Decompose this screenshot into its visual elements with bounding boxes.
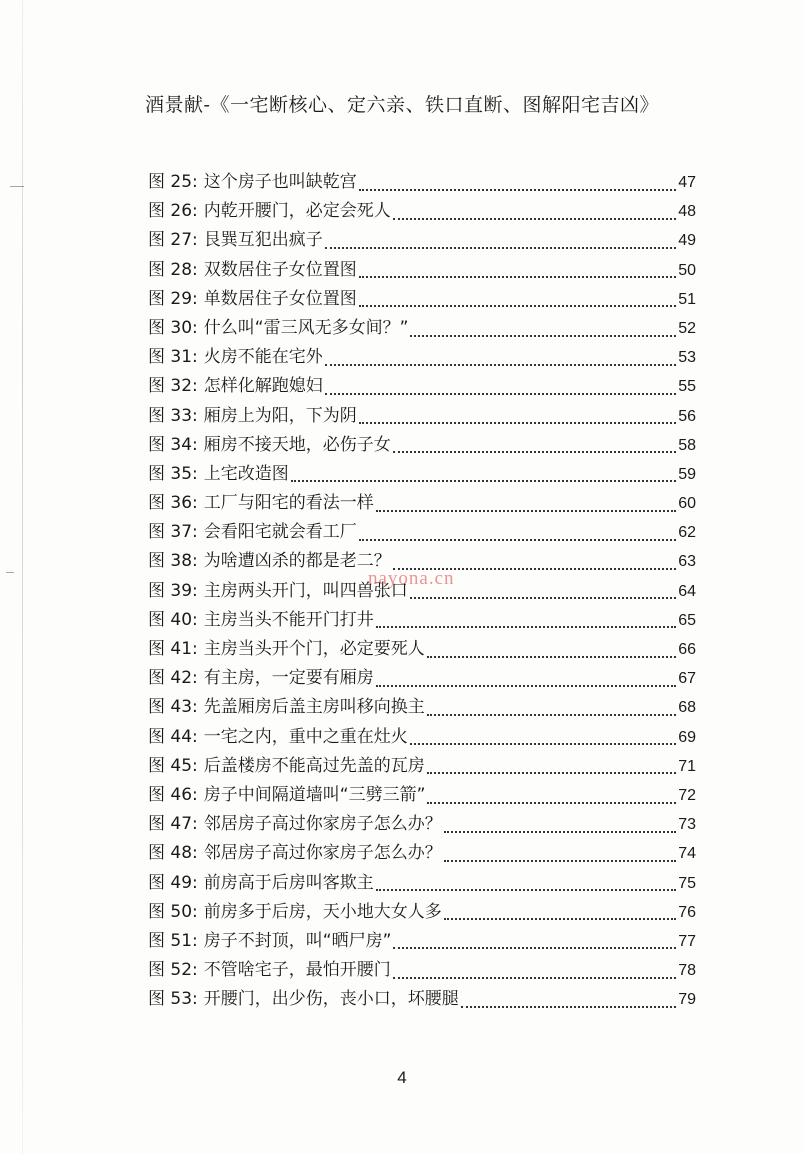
toc-entry-title: 主房当头开个门，必定要死人 bbox=[203, 639, 425, 659]
toc-entry-page: 67 bbox=[678, 670, 696, 688]
toc-entry-title: 会看阳宅就会看工厂 bbox=[203, 522, 357, 543]
toc-entry-title: 单数居住子女位置图 bbox=[203, 288, 357, 309]
toc-entry-page: 47 bbox=[678, 174, 696, 191]
toc-entry-page: 62 bbox=[678, 524, 696, 542]
toc-entry-title: 上宅改造图 bbox=[203, 463, 289, 484]
toc-entry-label: 图 46: bbox=[148, 784, 198, 805]
toc-entry-label: 图 30: bbox=[148, 317, 198, 338]
toc-entry[interactable] bbox=[148, 431, 696, 460]
toc-leader-dots bbox=[410, 597, 676, 599]
toc-entry[interactable] bbox=[148, 372, 696, 401]
toc-leader-dots bbox=[393, 218, 676, 220]
toc-entry-title: 艮巽互犯出疯子 bbox=[203, 230, 323, 251]
toc-entry-page: 50 bbox=[678, 261, 696, 279]
toc-entry-label: 图 33: bbox=[148, 405, 198, 426]
toc-leader-dots bbox=[359, 539, 676, 541]
toc-leader-dots bbox=[325, 364, 676, 366]
toc-entry-label: 图 37: bbox=[148, 522, 198, 543]
toc-entry-label: 图 44: bbox=[148, 726, 198, 747]
toc-entry-page: 71 bbox=[678, 757, 696, 775]
toc-entry-label: 图 52: bbox=[148, 960, 198, 981]
watermark: nayona.cn bbox=[368, 568, 455, 589]
toc-entry-title: 开腰门，出少伤，丧小口，坏腰腿 bbox=[203, 989, 459, 1010]
toc-entry-label: 图 50: bbox=[148, 901, 198, 922]
page-header: 酒景献-《一宅断核心、定六亲、铁口直断、图解阳宅吉凶》 bbox=[145, 94, 659, 116]
toc-entry-page: 75 bbox=[678, 874, 696, 892]
toc-entry-title: 内乾开腰门，必定会死人 bbox=[203, 201, 391, 222]
toc-entry-page: 53 bbox=[678, 349, 696, 367]
toc-entry[interactable] bbox=[148, 489, 696, 518]
toc-leader-dots bbox=[444, 860, 676, 862]
toc-entry[interactable] bbox=[148, 693, 696, 722]
toc-entry[interactable] bbox=[148, 956, 696, 985]
page-number: 4 bbox=[397, 1068, 407, 1087]
toc-entry-page: 79 bbox=[678, 991, 696, 1009]
toc-entry-label: 图 53: bbox=[148, 989, 198, 1010]
toc-entry-label: 图 26: bbox=[148, 201, 198, 222]
toc-entry-title: 不管啥宅子，最怕开腰门 bbox=[203, 960, 391, 981]
toc-entry[interactable] bbox=[148, 810, 696, 839]
toc-entry-title: 为啥遭凶杀的都是老二？ bbox=[203, 551, 391, 572]
toc-entry-page: 48 bbox=[678, 203, 696, 221]
scan-mark bbox=[10, 186, 24, 187]
toc-leader-dots bbox=[427, 656, 676, 658]
toc-entry[interactable] bbox=[148, 635, 696, 664]
toc-leader-dots bbox=[376, 889, 676, 891]
toc-entry-page: 68 bbox=[678, 699, 696, 717]
toc-entry-label: 图 38: bbox=[148, 551, 198, 572]
toc-entry-page: 51 bbox=[678, 290, 696, 308]
toc-leader-dots bbox=[359, 422, 676, 424]
toc-entry-title: 什么叫“雷三风无多女间？” bbox=[203, 317, 409, 338]
toc-leader-dots bbox=[393, 451, 676, 453]
toc-entry-page: 58 bbox=[678, 436, 696, 454]
toc-entry[interactable] bbox=[148, 256, 696, 285]
toc-entry[interactable] bbox=[148, 197, 696, 226]
toc-entry[interactable] bbox=[148, 752, 696, 781]
toc-entry-label: 图 45: bbox=[148, 755, 198, 776]
toc-entry-page: 74 bbox=[678, 845, 696, 863]
toc-leader-dots bbox=[427, 802, 676, 804]
toc-entry-label: 图 47: bbox=[148, 814, 198, 835]
toc-entry-page: 72 bbox=[678, 786, 696, 804]
toc-entry-label: 图 29: bbox=[148, 288, 198, 309]
toc-leader-dots bbox=[444, 918, 676, 920]
toc-entry-title: 前房高于后房叫客欺主 bbox=[203, 872, 374, 893]
toc-entry-label: 图 32: bbox=[148, 376, 198, 397]
toc-entry-page: 63 bbox=[678, 553, 696, 571]
toc-entry-label: 图 42: bbox=[148, 668, 198, 689]
toc-entry-label: 图 28: bbox=[148, 259, 198, 280]
toc-leader-dots bbox=[427, 772, 676, 774]
toc-entry[interactable] bbox=[148, 985, 696, 1014]
toc-leader-dots bbox=[359, 189, 676, 191]
toc-entry-label: 图 49: bbox=[148, 872, 198, 893]
toc-leader-dots bbox=[359, 305, 676, 307]
toc-entry-label: 图 39: bbox=[148, 580, 198, 601]
toc-entry-page: 77 bbox=[678, 932, 696, 950]
toc-leader-dots bbox=[393, 947, 676, 949]
toc-leader-dots bbox=[376, 685, 676, 687]
toc-entry-title: 主房两头开门，叫四兽张口 bbox=[203, 580, 408, 601]
table-of-contents bbox=[148, 168, 696, 1014]
toc-entry-label: 图 25: bbox=[148, 172, 198, 192]
toc-entry-page: 78 bbox=[678, 962, 696, 980]
toc-entry-label: 图 41: bbox=[148, 639, 198, 659]
toc-entry-page: 69 bbox=[678, 728, 696, 746]
toc-entry[interactable] bbox=[148, 927, 696, 956]
toc-entry[interactable] bbox=[148, 839, 696, 868]
toc-entry[interactable] bbox=[148, 664, 696, 693]
toc-entry-label: 图 27: bbox=[148, 230, 198, 251]
toc-entry-page: 55 bbox=[678, 378, 696, 396]
toc-entry-label: 图 35: bbox=[148, 463, 198, 484]
toc-leader-dots bbox=[325, 393, 676, 395]
toc-entry-title: 邻居房子高过你家房子怎么办？ bbox=[203, 814, 442, 835]
toc-entry[interactable] bbox=[148, 460, 696, 489]
toc-entry-title: 这个房子也叫缺乾宫 bbox=[203, 172, 357, 192]
toc-entry-title: 后盖楼房不能高过先盖的瓦房 bbox=[203, 755, 425, 776]
toc-entry-label: 图 43: bbox=[148, 697, 198, 718]
toc-leader-dots bbox=[410, 743, 676, 745]
toc-entry-label: 图 40: bbox=[148, 609, 198, 630]
toc-entry-title: 房子不封顶，叫“晒尸房” bbox=[203, 930, 392, 951]
toc-entry-title: 怎样化解跑媳妇 bbox=[203, 376, 323, 397]
toc-entry-page: 60 bbox=[678, 495, 696, 513]
toc-entry-page: 65 bbox=[678, 611, 696, 629]
toc-entry-page: 76 bbox=[678, 903, 696, 921]
toc-entry-title: 房子中间隔道墙叫“三劈三箭” bbox=[203, 784, 426, 805]
toc-entry[interactable] bbox=[148, 606, 696, 635]
scan-mark bbox=[6, 572, 14, 573]
toc-entry-page: 73 bbox=[678, 816, 696, 834]
toc-entry-title: 有主房，一定要有厢房 bbox=[203, 668, 374, 689]
toc-entry-page: 56 bbox=[678, 407, 696, 425]
toc-leader-dots bbox=[376, 510, 676, 512]
toc-entry-title: 一宅之内，重中之重在灶火 bbox=[203, 726, 408, 747]
toc-entry-label: 图 36: bbox=[148, 493, 198, 514]
toc-entry-label: 图 34: bbox=[148, 434, 198, 455]
toc-leader-dots bbox=[325, 247, 676, 249]
toc-entry[interactable] bbox=[148, 723, 696, 752]
toc-entry[interactable] bbox=[148, 518, 696, 547]
toc-entry[interactable] bbox=[148, 168, 696, 197]
toc-entry-title: 邻居房子高过你家房子怎么办？ bbox=[203, 843, 442, 864]
toc-entry-title: 厢房上为阳，下为阴 bbox=[203, 405, 357, 426]
toc-leader-dots bbox=[376, 626, 676, 628]
toc-entry-title: 工厂与阳宅的看法一样 bbox=[203, 493, 374, 514]
toc-entry[interactable] bbox=[148, 226, 696, 255]
toc-leader-dots bbox=[393, 977, 676, 979]
toc-leader-dots bbox=[410, 335, 676, 337]
toc-entry-page: 49 bbox=[678, 232, 696, 250]
toc-entry-page: 64 bbox=[678, 582, 696, 600]
toc-entry-page: 52 bbox=[678, 319, 696, 337]
toc-leader-dots bbox=[359, 276, 676, 278]
toc-entry[interactable] bbox=[148, 314, 696, 343]
toc-entry[interactable] bbox=[148, 343, 696, 372]
toc-entry-label: 图 51: bbox=[148, 930, 198, 951]
toc-entry[interactable] bbox=[148, 402, 696, 431]
toc-entry-title: 先盖厢房后盖主房叫移向换主 bbox=[203, 697, 425, 718]
toc-entry-title: 厢房不接天地，必伤子女 bbox=[203, 434, 391, 455]
toc-entry-title: 前房多于后房，天小地大女人多 bbox=[203, 901, 442, 922]
toc-entry[interactable] bbox=[148, 869, 696, 898]
toc-entry-label: 图 31: bbox=[148, 347, 198, 368]
toc-entry[interactable] bbox=[148, 898, 696, 927]
scan-edge-line bbox=[22, 0, 23, 1154]
toc-entry-page: 66 bbox=[678, 641, 696, 658]
toc-entry[interactable] bbox=[148, 285, 696, 314]
toc-entry-title: 火房不能在宅外 bbox=[203, 347, 323, 368]
toc-entry[interactable] bbox=[148, 781, 696, 810]
toc-leader-dots bbox=[427, 714, 676, 716]
toc-entry-title: 双数居住子女位置图 bbox=[203, 259, 357, 280]
toc-leader-dots bbox=[461, 1006, 676, 1008]
toc-leader-dots bbox=[444, 831, 676, 833]
toc-leader-dots bbox=[291, 480, 676, 482]
toc-entry-page: 59 bbox=[678, 465, 696, 483]
toc-entry-label: 图 48: bbox=[148, 843, 198, 864]
toc-entry-title: 主房当头不能开门打井 bbox=[203, 609, 374, 630]
